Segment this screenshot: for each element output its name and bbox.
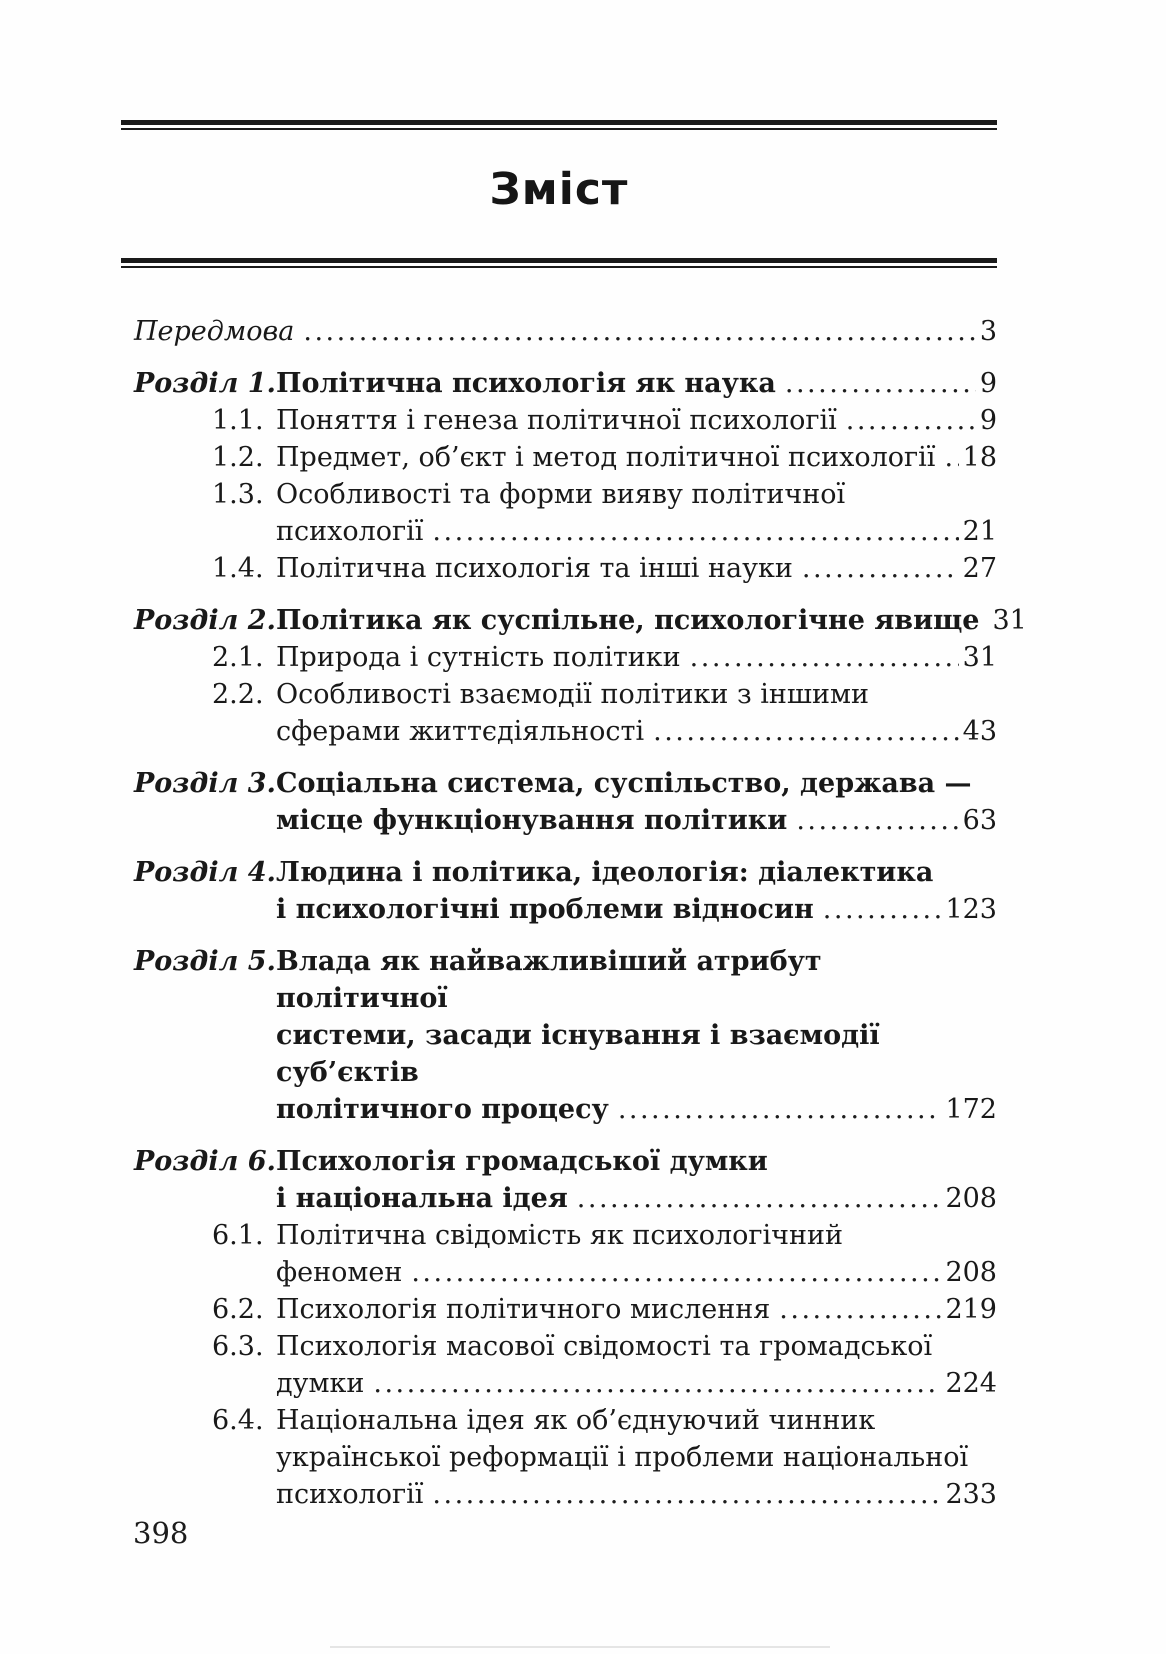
dot-leader <box>796 802 958 839</box>
toc-entry <box>134 854 997 928</box>
entry-page-number: 9 <box>979 368 997 399</box>
entry-line: Людина і політика, ідеологія: діалектика <box>276 857 934 888</box>
entry-line-last <box>276 365 997 402</box>
entry-line-last <box>276 602 1027 639</box>
page-title: Зміст <box>489 164 629 215</box>
entry-page-number: 21 <box>962 516 997 547</box>
entry-line: Соціальна система, суспільство, держава — <box>276 768 972 799</box>
entry-page-number: 18 <box>962 442 997 473</box>
entry-number: 1.4. <box>212 553 264 584</box>
entry-line-last <box>276 639 997 676</box>
entry-page-number: 123 <box>945 894 997 925</box>
dot-leader <box>785 365 976 402</box>
entry-line: Влада як найважливіший атрибут політичної <box>276 946 822 1014</box>
toc-entry <box>134 676 997 750</box>
entry-page-number: 43 <box>962 716 997 747</box>
entry-text: психології <box>276 1479 424 1510</box>
entry-text: Політична психологія як наука <box>276 368 776 399</box>
entry-text: і психологічні проблеми відносин <box>276 894 814 925</box>
entry-line-last <box>276 1091 997 1128</box>
page-content <box>121 120 1027 1513</box>
entry-line: Психологія масової свідомості та громадської <box>276 1331 933 1362</box>
entry-page-number: 31 <box>962 642 997 673</box>
dot-leader <box>779 1291 941 1328</box>
entry-line-last <box>276 1291 997 1328</box>
entry-line: Особливості взаємодії політики з іншими <box>276 679 869 710</box>
toc-entry <box>134 1291 997 1328</box>
scan-edge-artifact <box>330 1646 830 1648</box>
entry-page-number: 31 <box>992 605 1027 636</box>
entry-text: думки <box>276 1368 365 1399</box>
entry-page-number: 233 <box>945 1479 997 1510</box>
entry-number: Розділ 1. <box>134 368 276 399</box>
entry-number: Розділ 4. <box>134 857 276 888</box>
entry-text: Природа і сутність політики <box>276 642 681 673</box>
toc-entry <box>134 1217 997 1291</box>
toc-entry <box>134 476 997 550</box>
entry-number: 2.2. <box>212 679 264 710</box>
toc-entry <box>134 439 997 476</box>
entry-text: місце функціонування політики <box>276 805 788 836</box>
entry-number: Розділ 3. <box>134 768 276 799</box>
entry-line: Особливості та форми вияву політичної <box>276 479 846 510</box>
toc-entry <box>134 1143 997 1217</box>
toc-entry <box>134 1402 997 1513</box>
entry-text: Предмет, об’єкт і метод політичної психології <box>276 442 936 473</box>
entry-line: Політична свідомість як психологічний <box>276 1220 843 1251</box>
entry-line-last <box>276 891 997 928</box>
entry-line-last <box>276 713 997 750</box>
dot-leader <box>411 1254 941 1291</box>
entry-page-number: 224 <box>945 1368 997 1399</box>
dot-leader <box>802 550 959 587</box>
entry-page-number: 27 <box>962 553 997 584</box>
entry-page-number: 208 <box>945 1183 997 1214</box>
entry-text: сферами життєдіяльності <box>276 716 645 747</box>
top-double-rule <box>121 120 997 130</box>
dot-leader <box>846 402 976 439</box>
entry-text: феномен <box>276 1257 403 1288</box>
rule-thin-line <box>121 128 997 130</box>
toc-entry <box>134 602 1027 639</box>
entry-number: 6.4. <box>212 1405 264 1436</box>
toc-entries <box>121 313 1027 1513</box>
entry-page-number: 172 <box>945 1094 997 1125</box>
entry-line-last <box>276 1476 997 1513</box>
toc-entry <box>134 765 997 839</box>
toc-entry <box>134 639 997 676</box>
entry-number: 6.2. <box>212 1294 264 1325</box>
entry-number: 1.3. <box>212 479 264 510</box>
entry-line: української реформації і проблеми національної <box>276 1442 969 1473</box>
dot-leader <box>653 713 959 750</box>
entry-number: Розділ 5. <box>134 946 276 977</box>
toc-entry <box>134 365 997 402</box>
entry-text: Політична психологія та інші науки <box>276 553 793 584</box>
entry-text: і національна ідея <box>276 1183 568 1214</box>
entry-text: Психологія політичного мислення <box>276 1294 771 1325</box>
entry-number: Розділ 2. <box>134 605 276 636</box>
under-title-double-rule <box>121 258 997 268</box>
dot-leader <box>944 439 958 476</box>
entry-number: 6.1. <box>212 1220 264 1251</box>
entry-line-last <box>276 550 997 587</box>
entry-line-last <box>276 1180 997 1217</box>
dot-leader <box>577 1180 942 1217</box>
dot-leader <box>373 1365 941 1402</box>
dot-leader <box>618 1091 942 1128</box>
toc-entry <box>134 1328 997 1402</box>
entry-line-last <box>276 802 997 839</box>
entry-text: Передмова <box>134 316 295 347</box>
entry-text: психології <box>276 516 424 547</box>
entry-page-number: 9 <box>979 405 997 436</box>
entry-line-last <box>276 1254 997 1291</box>
toc-entry <box>134 943 997 1128</box>
entry-page-number: 219 <box>945 1294 997 1325</box>
dot-leader <box>432 513 958 550</box>
entry-number: Розділ 6. <box>134 1146 276 1177</box>
entry-line-last <box>276 513 997 550</box>
entry-line-last <box>276 439 997 476</box>
title-row <box>121 160 997 220</box>
toc-entry <box>134 313 997 350</box>
entry-number: 6.3. <box>212 1331 264 1362</box>
entry-line: Психологія громадської думки <box>276 1146 768 1177</box>
toc-entry <box>134 550 997 587</box>
entry-line-last <box>276 402 997 439</box>
dot-leader <box>823 891 942 928</box>
footer-page-number: 398 <box>133 1516 189 1550</box>
entry-line-last <box>134 313 997 350</box>
entry-line: системи, засади існування і взаємодії суб’єктів <box>276 1020 880 1088</box>
entry-text: політичного процесу <box>276 1094 609 1125</box>
entry-page-number: 3 <box>979 316 997 347</box>
dot-leader <box>303 313 975 350</box>
entry-page-number: 63 <box>962 805 997 836</box>
entry-text: Поняття і генеза політичної психології <box>276 405 837 436</box>
entry-text: Політика як суспільне, психологічне явище <box>276 605 980 636</box>
entry-number: 1.1. <box>212 405 264 436</box>
entry-line: Національна ідея як об’єднуючий чинник <box>276 1405 876 1436</box>
dot-leader <box>432 1476 941 1513</box>
dot-leader <box>690 639 959 676</box>
toc-entry <box>134 402 997 439</box>
entry-page-number: 208 <box>945 1257 997 1288</box>
rule-thin-line <box>121 266 997 268</box>
entry-number: 2.1. <box>212 642 264 673</box>
entry-line-last <box>276 1365 997 1402</box>
entry-number: 1.2. <box>212 442 264 473</box>
